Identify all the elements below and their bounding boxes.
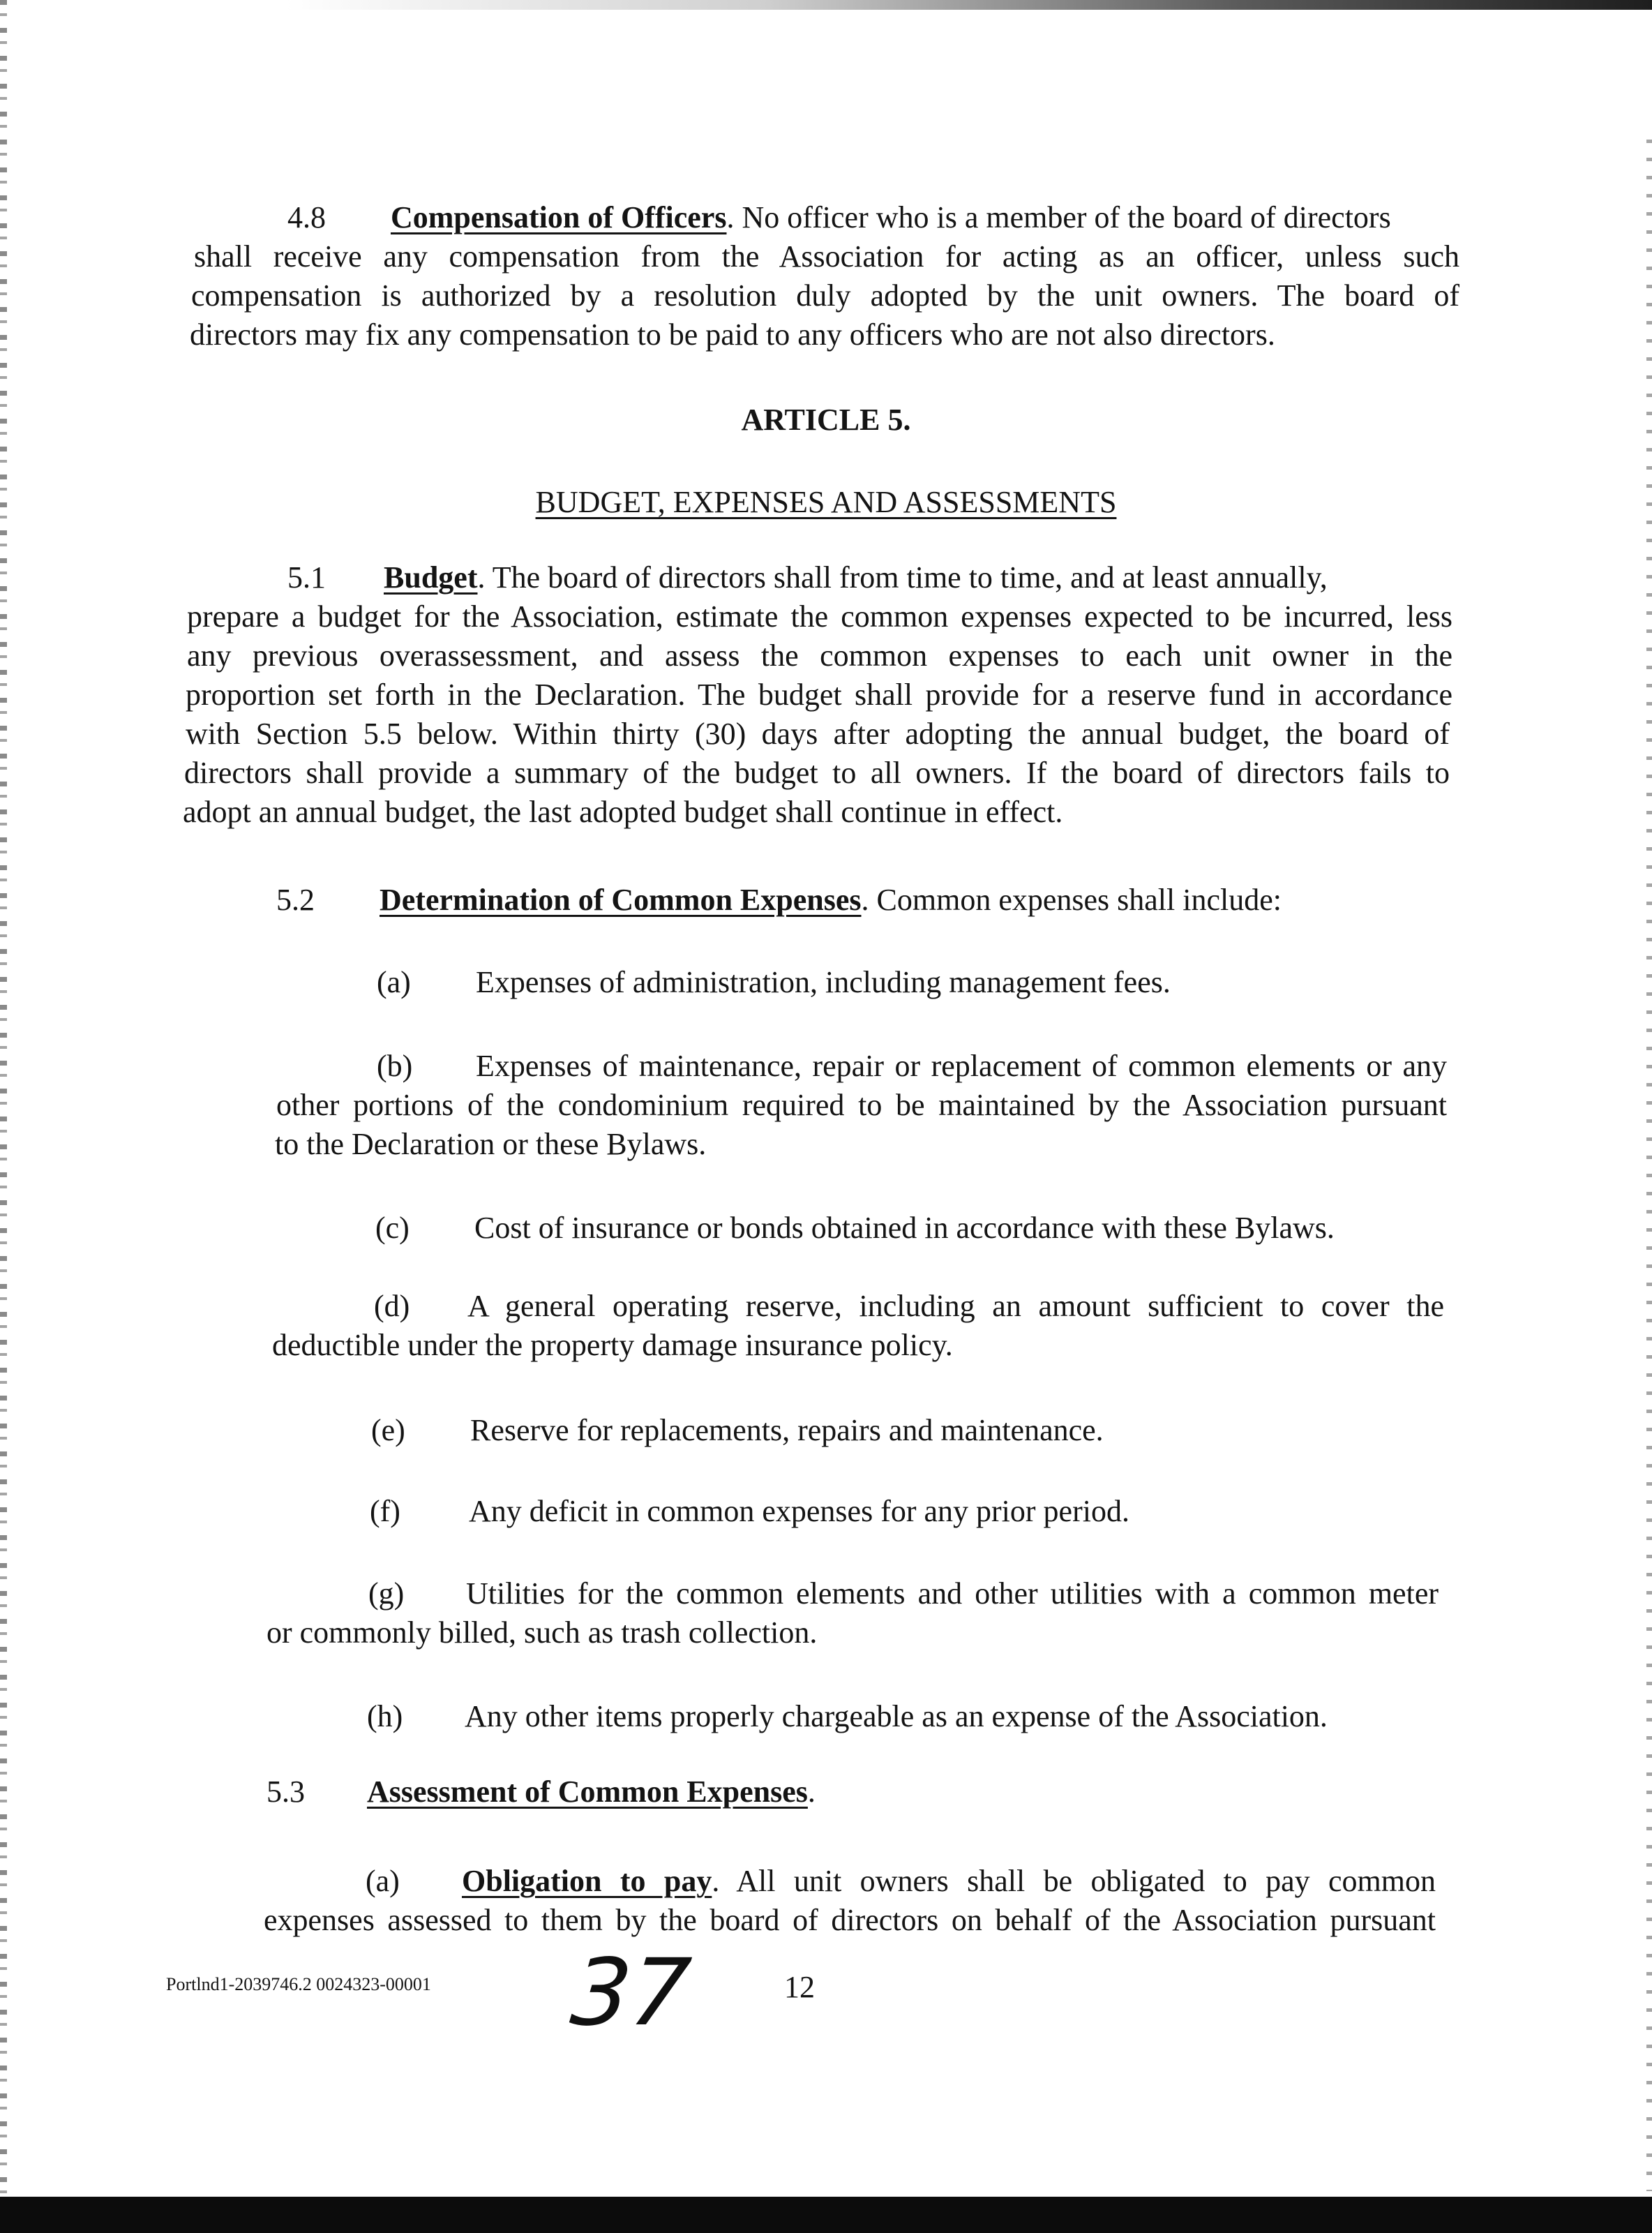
section-5-2-intro [276, 881, 1282, 920]
list-item-text: Any deficit in common expenses for any prior period. [469, 1494, 1129, 1528]
list-item-c [375, 1209, 1335, 1248]
section-text: . Common expenses shall include: [861, 883, 1282, 917]
scan-edge-right [1646, 140, 1652, 2191]
section-5-1-line-5: with Section 5.5 below. Within thirty (30) days after adopting the annual budget, the board of [186, 717, 1450, 751]
list-item-label: (b) [377, 1049, 413, 1083]
section-5-1-line-6: directors shall provide a summary of the budget to all owners. If the board of directors fails to [184, 756, 1450, 790]
list-item-label: (c) [375, 1211, 410, 1245]
list-item-g-line-2: or commonly billed, such as trash collection. [266, 1615, 818, 1650]
section-number: 4.8 [287, 200, 326, 234]
subsection-heading: Obligation to pay [462, 1864, 712, 1898]
section-5-1-line-4: proportion set forth in the Declaration. The budget shall provide for a reserve fund in accordance [186, 678, 1452, 712]
section-text: . No officer who is a member of the board of directors [726, 200, 1391, 234]
list-item-f [370, 1492, 1129, 1531]
list-item-d-line-2: deductible under the property damage insurance policy. [272, 1328, 953, 1362]
section-number: 5.3 [266, 1775, 305, 1809]
list-item-label: (e) [371, 1413, 405, 1447]
section-4-8-line-1 [287, 198, 1391, 237]
section-number: 5.2 [276, 883, 315, 917]
subsection-text: . All unit owners shall be obligated to pay common [712, 1864, 1436, 1898]
section-4-8-line-2: shall receive any compensation from the Association for acting as an officer, unless such [194, 239, 1459, 274]
list-item-label: (a) [377, 965, 411, 999]
list-item-text: Any other items properly chargeable as an expense of the Association. [465, 1699, 1328, 1733]
list-item-text: Cost of insurance or bonds obtained in accordance with these Bylaws. [474, 1211, 1335, 1245]
section-heading: Compensation of Officers [391, 200, 727, 234]
list-item-b-line-3: to the Declaration or these Bylaws. [275, 1127, 707, 1161]
list-item-label: (h) [367, 1699, 403, 1733]
section-heading: Determination of Common Expenses [380, 883, 862, 917]
list-item-label: (g) [368, 1576, 405, 1611]
list-item-e [371, 1411, 1104, 1450]
article-title-text: BUDGET, EXPENSES AND ASSESSMENTS [535, 485, 1117, 519]
section-5-1-line-7: adopt an annual budget, the last adopted budget shall continue in effect. [183, 795, 1063, 829]
section-5-3-heading-line [266, 1772, 816, 1812]
list-item-text: Utilities for the common elements and other utilities with a common meter [466, 1576, 1439, 1611]
subsection-a-line-1 [366, 1862, 1436, 1901]
list-item-a [377, 963, 1171, 1002]
section-heading: Assessment of Common Expenses [367, 1775, 808, 1809]
section-4-8-line-3: compensation is authorized by a resolution duly adopted by the unit owners. The board of [191, 278, 1459, 313]
section-heading: Budget [384, 560, 478, 595]
subsection-a-line-2: expenses assessed to them by the board of directors on behalf of the Association pursuant [264, 1903, 1436, 1937]
list-item-text: Reserve for replacements, repairs and maintenance. [470, 1413, 1104, 1447]
section-number: 5.1 [287, 560, 326, 595]
section-5-1-line-3: any previous overassessment, and assess the common expenses to each unit owner in the [187, 638, 1452, 673]
list-item-text: Expenses of administration, including management fees. [476, 965, 1171, 999]
article-number: ARTICLE 5. [741, 403, 911, 437]
list-item-label: (f) [370, 1494, 400, 1528]
subsection-label: (a) [366, 1864, 400, 1898]
scan-edge-left [0, 0, 7, 2233]
section-heading-end: . [807, 1775, 816, 1809]
section-4-8-line-4: directors may fix any compensation to be paid to any officers who are not also directors. [190, 318, 1275, 352]
page-number: 12 [784, 1970, 815, 2004]
list-item-d-line-1 [374, 1287, 1444, 1326]
article-title [0, 483, 1652, 522]
list-item-text: A general operating reserve, including an amount sufficient to cover the [467, 1289, 1444, 1323]
list-item-g-line-1 [368, 1574, 1439, 1613]
section-5-1-line-2: prepare a budget for the Association, estimate the common expenses expected to be incurred, less [187, 599, 1452, 634]
handwritten-page-number: 37 [566, 1939, 696, 2047]
scan-edge-top [286, 0, 1652, 10]
document-id: Portlnd1-2039746.2 0024323-00001 [166, 1974, 431, 1994]
scan-edge-bottom [0, 2197, 1652, 2233]
list-item-b-line-1 [377, 1047, 1447, 1086]
list-item-h [367, 1697, 1328, 1736]
list-item-b-line-2: other portions of the condominium required to be maintained by the Association pursuant [276, 1088, 1447, 1122]
list-item-label: (d) [374, 1289, 410, 1323]
section-5-1-line-1 [287, 558, 1328, 597]
list-item-text: Expenses of maintenance, repair or replacement of common elements or any [476, 1049, 1447, 1083]
section-text: . The board of directors shall from time to time, and at least annually, [477, 560, 1328, 595]
